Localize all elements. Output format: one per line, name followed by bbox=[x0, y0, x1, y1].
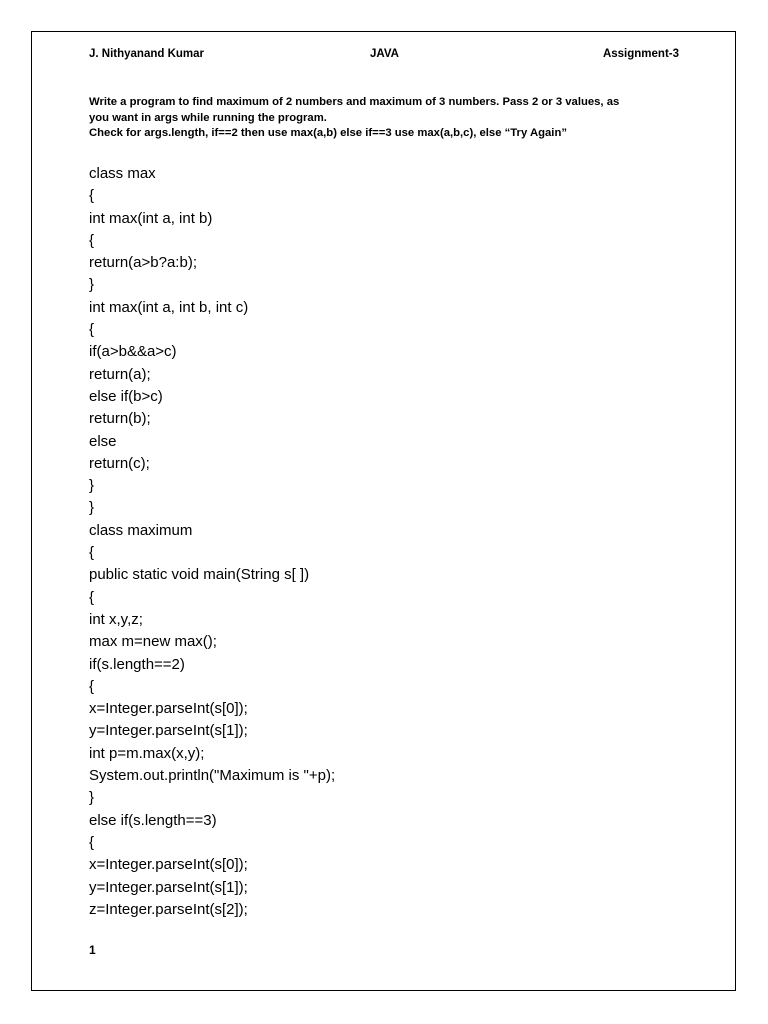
code-line: { bbox=[89, 833, 95, 851]
code-line: int x,y,z; bbox=[89, 610, 143, 628]
code-line: System.out.println("Maximum is "+p); bbox=[89, 767, 336, 785]
code-line: { bbox=[89, 321, 95, 339]
code-line: int max(int a, int b) bbox=[89, 209, 213, 227]
instruction-line: Check for args.length, if==2 then use max(a,b) else if==3 use max(a,b,c), else “Try Again” bbox=[89, 127, 567, 139]
code-line: public static void main(String s[ ]) bbox=[89, 566, 310, 584]
code-line: if(s.length==2) bbox=[89, 655, 185, 673]
page-header bbox=[89, 48, 679, 64]
code-line: { bbox=[89, 677, 95, 695]
code-line: } bbox=[89, 477, 95, 495]
header-author: J. Nithyanand Kumar bbox=[89, 48, 205, 60]
instruction-line: you want in args while running the program. bbox=[89, 111, 327, 124]
code-line: return(a); bbox=[89, 365, 151, 383]
instruction-line: Write a program to find maximum of 2 numbers and maximum of 3 numbers. Pass 2 or 3 values, as bbox=[89, 96, 620, 108]
code-line: else bbox=[89, 432, 117, 450]
code-line: x=Integer.parseInt(s[0]); bbox=[89, 856, 248, 874]
code-line: { bbox=[89, 231, 95, 249]
code-line: if(a>b&&a>c) bbox=[89, 343, 177, 361]
code-line: { bbox=[89, 187, 95, 205]
header-assignment: Assignment-3 bbox=[602, 48, 679, 60]
code-line: int max(int a, int b, int c) bbox=[89, 298, 249, 316]
code-line: else if(b>c) bbox=[89, 387, 163, 405]
code-line: } bbox=[89, 276, 95, 294]
code-line: return(a>b?a:b); bbox=[89, 254, 197, 272]
code-line: return(c); bbox=[89, 454, 150, 472]
page-number: 1 bbox=[89, 943, 96, 957]
code-line: return(b); bbox=[89, 410, 151, 428]
code-line: class maximum bbox=[89, 521, 193, 539]
code-line: z=Integer.parseInt(s[2]); bbox=[89, 900, 248, 918]
code-line: { bbox=[89, 588, 95, 606]
code-line: } bbox=[89, 789, 95, 807]
code-line: class max bbox=[89, 165, 156, 182]
assignment-instructions bbox=[89, 95, 689, 142]
header-subject: JAVA bbox=[370, 48, 399, 60]
code-line: { bbox=[89, 544, 95, 562]
code-listing bbox=[89, 163, 709, 921]
code-line: x=Integer.parseInt(s[0]); bbox=[89, 700, 248, 718]
code-line: } bbox=[89, 499, 95, 517]
code-line: int p=m.max(x,y); bbox=[89, 744, 205, 762]
code-line: y=Integer.parseInt(s[1]); bbox=[89, 722, 248, 740]
code-line: else if(s.length==3) bbox=[89, 811, 217, 829]
code-line: max m=new max(); bbox=[89, 633, 217, 651]
code-line: y=Integer.parseInt(s[1]); bbox=[89, 878, 248, 896]
